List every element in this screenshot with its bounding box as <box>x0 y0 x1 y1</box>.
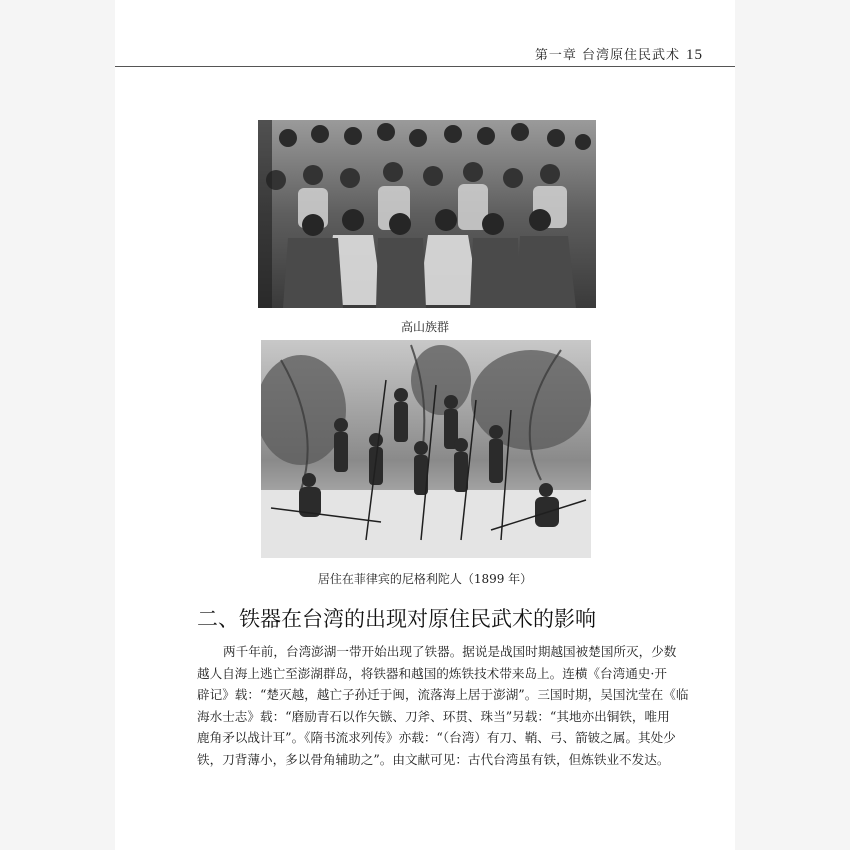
group-portrait-photo <box>258 120 596 308</box>
photo1-caption: 高山族群 <box>400 320 449 334</box>
photo2-caption: 居住在菲律宾的尼格利陀人（1899 年） <box>317 572 533 586</box>
body-paragraph <box>197 641 689 771</box>
running-head <box>535 44 703 64</box>
chapter-title: 第一章 台湾原住民武术 <box>534 48 680 63</box>
header-rule <box>115 66 735 67</box>
paragraph-line: 海水士志》载：“磨励青石以作矢镞、刀斧、环贯、珠当”另载：“其地亦出铜铁，唯用 <box>197 708 670 724</box>
paragraph-line: 两千年前，台湾澎湖一带开始出现了铁器。据说是战国时期越国被楚国所灭，少数 <box>223 644 677 659</box>
negrito-group-photo <box>261 340 591 558</box>
paragraph-line: 铁，刀背薄小，多以骨角辅助之”。由文献可见：古代台湾虽有铁，但炼铁业不发达。 <box>197 751 670 767</box>
paragraph-line: 越人自海上逃亡至澎湖群岛，将铁器和越国的炼铁技术带来岛上。连横《台湾通史·开 <box>197 665 667 681</box>
section-heading: 二、铁器在台湾的出现对原住民武术的影响 <box>197 607 596 631</box>
paragraph-line: 辟记》载：“楚灭越，越亡子孙迁于闽，流落海上居于澎湖”。三国时期，吴国沈莹在《临 <box>197 687 689 703</box>
page-number: 15 <box>686 47 703 63</box>
book-page <box>115 0 735 850</box>
paragraph-line: 鹿角矛以战计耳”。《隋书流求列传》亦载：“（台湾）有刀、鞘、弓、箭铍之属。其处少 <box>197 730 676 746</box>
